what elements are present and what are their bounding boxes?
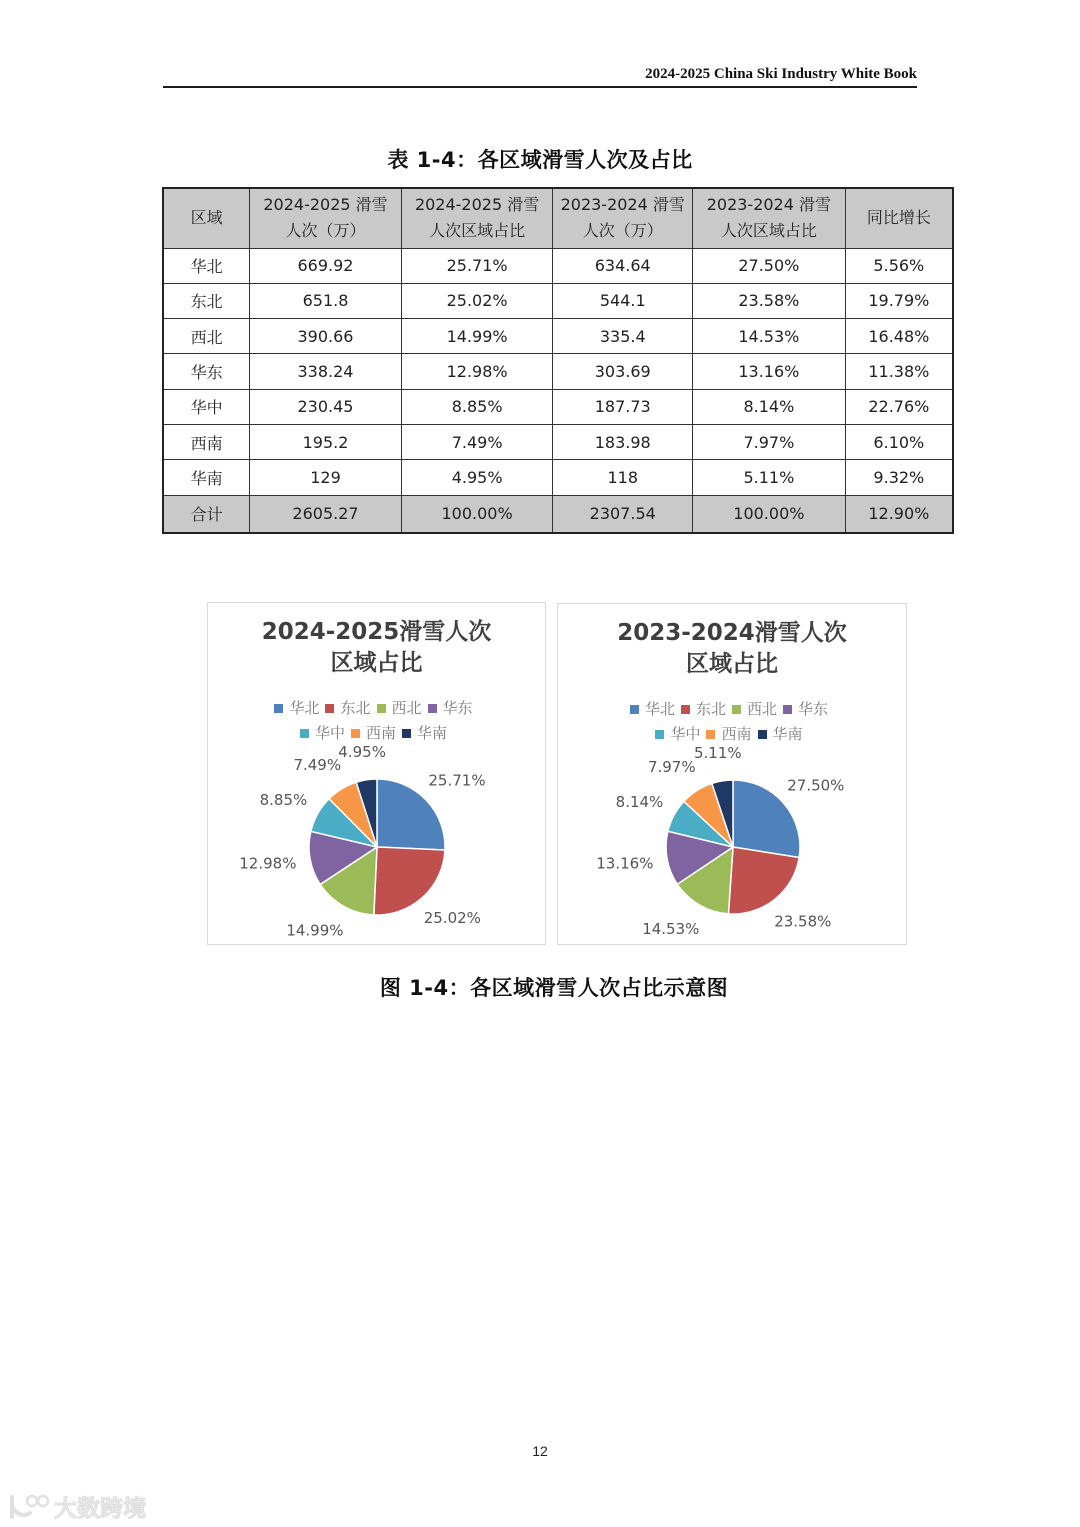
value-cell: 195.2 (250, 424, 402, 459)
pie-slice (377, 779, 445, 850)
region-cell: 西南 (163, 424, 250, 459)
watermark-text: 大数跨境 (54, 1496, 146, 1522)
value-cell: 335.4 (553, 319, 693, 354)
total-value-cell: 12.90% (845, 495, 953, 533)
pie-data-label: 8.85% (259, 791, 308, 810)
value-cell: 8.85% (401, 389, 553, 424)
region-cell: 华北 (163, 248, 250, 283)
table-row (163, 389, 953, 424)
value-cell: 6.10% (845, 424, 953, 459)
pie-data-label: 13.16% (596, 854, 654, 873)
table-title: 表 1-4：各区域滑雪人次及占比 (387, 148, 693, 172)
legend-label: 华中 (670, 725, 701, 743)
legend-label: 西南 (721, 725, 752, 743)
pie-data-label: 14.53% (642, 920, 700, 939)
value-cell: 13.16% (693, 354, 846, 389)
value-cell: 187.73 (553, 389, 693, 424)
legend-label: 华北 (289, 699, 320, 717)
total-value-cell: 2605.27 (250, 495, 402, 533)
value-cell: 22.76% (845, 389, 953, 424)
legend-label: 华南 (772, 725, 803, 743)
legend-label: 华东 (442, 699, 473, 717)
pie-chart-2024-2025 (207, 602, 546, 945)
region-cell: 华南 (163, 460, 250, 495)
value-cell: 7.97% (693, 424, 846, 459)
value-cell: 27.50% (693, 248, 846, 283)
table-row (163, 424, 953, 459)
legend-label: 华中 (314, 724, 345, 742)
watermark-logo-icon (8, 1493, 50, 1521)
value-cell: 183.98 (553, 424, 693, 459)
pie-data-label: 7.49% (293, 755, 342, 774)
legend-label: 华东 (798, 700, 829, 718)
value-cell: 11.38% (845, 354, 953, 389)
value-cell: 4.95% (401, 460, 553, 495)
column-header: 2023-2024 滑雪 人次区域占比 (693, 188, 846, 248)
value-cell: 19.79% (845, 283, 953, 318)
column-header: 2023-2024 滑雪 人次（万） (553, 188, 693, 248)
table-row (163, 248, 953, 283)
value-cell: 669.92 (250, 248, 402, 283)
value-cell: 651.8 (250, 283, 402, 318)
legend-label: 华北 (644, 700, 675, 718)
value-cell: 7.49% (401, 424, 553, 459)
table-header-row (163, 188, 953, 248)
legend-label: 华南 (417, 724, 448, 742)
value-cell: 230.45 (250, 389, 402, 424)
total-label-cell: 合计 (163, 495, 250, 533)
value-cell: 9.32% (845, 460, 953, 495)
value-cell: 5.56% (845, 248, 953, 283)
pie-data-label: 8.14% (615, 793, 664, 812)
table-row (163, 460, 953, 495)
running-header (163, 64, 917, 88)
legend-label: 东北 (695, 700, 726, 718)
pie-chart-2023-2024 (557, 603, 907, 945)
value-cell: 25.71% (401, 248, 553, 283)
table-row (163, 319, 953, 354)
region-cell: 华中 (163, 389, 250, 424)
pie-data-label: 7.97% (647, 758, 696, 777)
pie-data-label: 25.02% (423, 908, 481, 927)
pie-data-label: 12.98% (239, 854, 297, 873)
region-cell: 东北 (163, 283, 250, 318)
value-cell: 390.66 (250, 319, 402, 354)
pie-graphic (208, 603, 547, 946)
pie-data-label: 14.99% (286, 921, 344, 940)
total-value-cell: 2307.54 (553, 495, 693, 533)
value-cell: 118 (553, 460, 693, 495)
chart-title: 2024-2025滑雪人次 区域占比 (261, 619, 492, 676)
table-total-row (163, 495, 953, 533)
column-header: 2024-2025 滑雪 人次区域占比 (401, 188, 553, 248)
value-cell: 16.48% (845, 319, 953, 354)
table-row (163, 283, 953, 318)
value-cell: 14.99% (401, 319, 553, 354)
chart-title: 2023-2024滑雪人次 区域占比 (617, 620, 847, 677)
pie-data-label: 4.95% (338, 743, 386, 762)
pie-data-label: 5.11% (693, 744, 742, 763)
pie-slice (374, 847, 445, 915)
figure-caption: 图 1-4：各区域滑雪人次占比示意图 (379, 976, 729, 1000)
value-cell: 5.11% (693, 460, 846, 495)
pie-slice (728, 847, 799, 914)
total-value-cell: 100.00% (401, 495, 553, 533)
total-value-cell: 100.00% (693, 495, 846, 533)
value-cell: 8.14% (693, 389, 846, 424)
column-header: 2024-2025 滑雪 人次（万） (250, 188, 402, 248)
region-cell: 西北 (163, 319, 250, 354)
legend-label: 西北 (747, 700, 778, 718)
table-row (163, 354, 953, 389)
value-cell: 129 (250, 460, 402, 495)
legend-label: 西北 (391, 699, 422, 717)
column-header: 同比增长 (845, 188, 953, 248)
value-cell: 303.69 (553, 354, 693, 389)
pie-data-label: 27.50% (787, 776, 845, 795)
running-header-title: 2024-2025 China Ski Industry White Book (645, 66, 917, 82)
pie-data-label: 25.71% (428, 771, 486, 790)
region-cell: 华东 (163, 354, 250, 389)
column-header: 区域 (163, 188, 250, 248)
value-cell: 25.02% (401, 283, 553, 318)
value-cell: 12.98% (401, 354, 553, 389)
regional-ski-visits-table (162, 187, 954, 534)
page-number: 12 (532, 1443, 548, 1459)
legend-label: 西南 (365, 724, 396, 742)
legend-label: 东北 (340, 699, 371, 717)
value-cell: 338.24 (250, 354, 402, 389)
pie-data-label: 23.58% (774, 912, 832, 931)
value-cell: 634.64 (553, 248, 693, 283)
value-cell: 23.58% (693, 283, 846, 318)
pie-graphic (558, 604, 908, 946)
value-cell: 544.1 (553, 283, 693, 318)
watermark (8, 1490, 146, 1523)
value-cell: 14.53% (693, 319, 846, 354)
